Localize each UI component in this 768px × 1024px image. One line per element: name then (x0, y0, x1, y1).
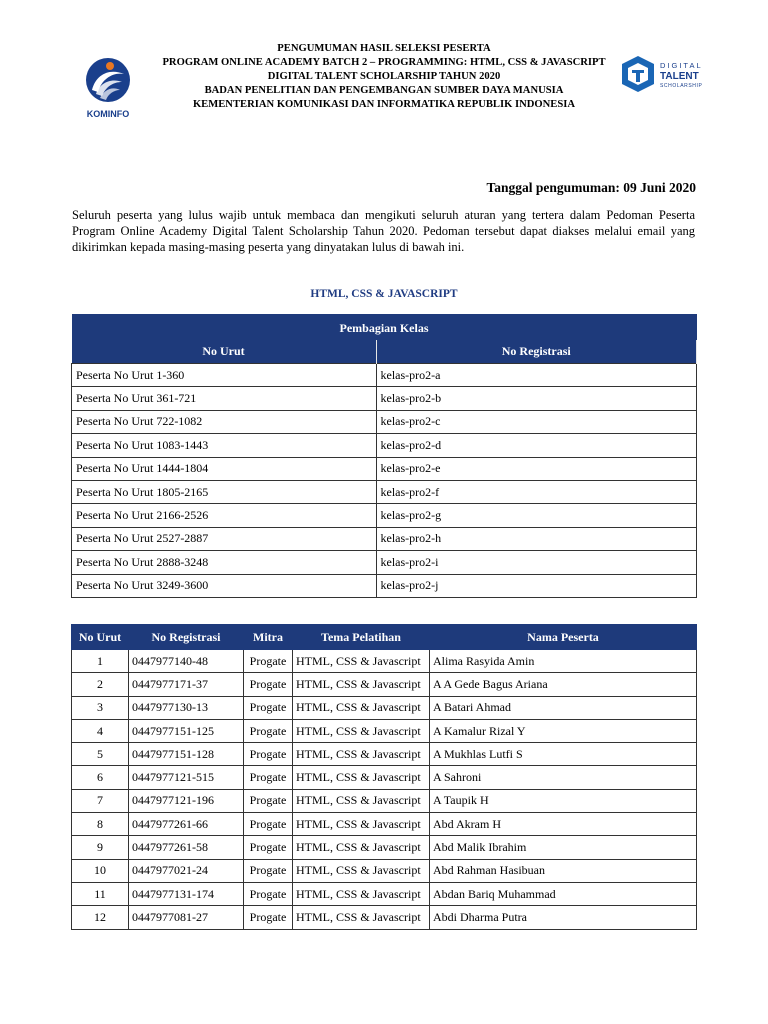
nama-peserta-cell: A Sahroni (430, 766, 697, 789)
no-urut-cell: Peserta No Urut 1805-2165 (72, 480, 377, 503)
table-row (72, 673, 697, 696)
table-row (72, 906, 697, 929)
no-registrasi-cell: kelas-pro2-i (376, 551, 697, 574)
tema-pelatihan-cell: HTML, CSS & Javascript (293, 766, 430, 789)
nama-peserta-cell: Abd Akram H (430, 813, 697, 836)
column-header: No Registrasi (129, 625, 244, 650)
class-division-table (71, 314, 697, 598)
title-line: PENGUMUMAN HASIL SELEKSI PESERTA (277, 43, 491, 54)
nama-peserta-cell: A A Gede Bagus Ariana (430, 673, 697, 696)
column-header: Tema Pelatihan (293, 625, 430, 650)
mitra-cell: Progate (244, 719, 293, 742)
title-line: BADAN PENELITIAN DAN PENGEMBANGAN SUMBER DAYA MANUSIA (204, 85, 564, 96)
tema-pelatihan-cell: HTML, CSS & Javascript (293, 836, 430, 859)
section-title: HTML, CSS & JAVASCRIPT (310, 288, 458, 300)
no-urut-cell: 5 (72, 743, 129, 766)
no-urut-cell: 7 (72, 789, 129, 812)
no-urut-cell: Peserta No Urut 1083-1443 (72, 434, 377, 457)
no-urut-cell: 9 (72, 836, 129, 859)
nama-peserta-cell: A Mukhlas Lutfi S (430, 743, 697, 766)
mitra-cell: Progate (244, 766, 293, 789)
tema-pelatihan-cell: HTML, CSS & Javascript (293, 743, 430, 766)
no-urut-cell: Peserta No Urut 3249-3600 (72, 574, 377, 597)
announcement-title (140, 42, 628, 112)
no-registrasi-cell: 0447977261-66 (129, 813, 244, 836)
tema-pelatihan-cell: HTML, CSS & Javascript (293, 789, 430, 812)
no-registrasi-cell: 0447977081-27 (129, 906, 244, 929)
no-registrasi-cell: kelas-pro2-f (376, 480, 697, 503)
tema-pelatihan-cell: HTML, CSS & Javascript (293, 696, 430, 719)
mitra-cell: Progate (244, 673, 293, 696)
column-header: Mitra (244, 625, 293, 650)
nama-peserta-cell: Abdi Dharma Putra (430, 906, 697, 929)
tema-pelatihan-cell: HTML, CSS & Javascript (293, 906, 430, 929)
no-urut-cell: 8 (72, 813, 129, 836)
no-urut-cell: Peserta No Urut 2888-3248 (72, 551, 377, 574)
no-urut-cell: 4 (72, 719, 129, 742)
table-row (72, 457, 697, 480)
no-urut-cell: 3 (72, 696, 129, 719)
table-row (72, 836, 697, 859)
no-registrasi-cell: 0447977171-37 (129, 673, 244, 696)
table-row (72, 789, 697, 812)
table-row (72, 650, 697, 673)
no-registrasi-cell: kelas-pro2-e (376, 457, 697, 480)
title-line: PROGRAM ONLINE ACADEMY BATCH 2 – PROGRAMMING: HTML, CSS & JAVASCRIPT (162, 57, 606, 68)
class-table-body (72, 364, 697, 598)
no-registrasi-cell: 0447977261-58 (129, 836, 244, 859)
no-urut-cell: Peserta No Urut 361-721 (72, 387, 377, 410)
no-urut-cell: Peserta No Urut 1-360 (72, 364, 377, 387)
no-registrasi-cell: kelas-pro2-h (376, 527, 697, 550)
nama-peserta-cell: Alima Rasyida Amin (430, 650, 697, 673)
kominfo-logo (80, 54, 136, 120)
no-urut-cell: Peserta No Urut 2166-2526 (72, 504, 377, 527)
nama-peserta-cell: Abdan Bariq Muhammad (430, 882, 697, 905)
no-registrasi-cell: 0447977121-515 (129, 766, 244, 789)
nama-peserta-cell: Abd Malik Ibrahim (430, 836, 697, 859)
table-row (72, 387, 697, 410)
tema-pelatihan-cell: HTML, CSS & Javascript (293, 650, 430, 673)
table-row (72, 527, 697, 550)
no-registrasi-cell: kelas-pro2-b (376, 387, 697, 410)
mitra-cell: Progate (244, 882, 293, 905)
table-row (72, 410, 697, 433)
no-urut-cell: Peserta No Urut 2527-2887 (72, 527, 377, 550)
column-header: No Urut (72, 340, 377, 364)
mitra-cell: Progate (244, 859, 293, 882)
no-registrasi-cell: 0447977130-13 (129, 696, 244, 719)
table-row (72, 480, 697, 503)
tema-pelatihan-cell: HTML, CSS & Javascript (293, 859, 430, 882)
no-registrasi-cell: kelas-pro2-c (376, 410, 697, 433)
digital-talent-logo (618, 54, 722, 106)
nama-peserta-cell: A Taupik H (430, 789, 697, 812)
mitra-cell: Progate (244, 650, 293, 673)
no-registrasi-cell: 0447977021-24 (129, 859, 244, 882)
announcement-date: Tanggal pengumuman: 09 Juni 2020 (486, 180, 696, 195)
no-urut-cell: 1 (72, 650, 129, 673)
nama-peserta-cell: A Batari Ahmad (430, 696, 697, 719)
table-row (72, 696, 697, 719)
no-registrasi-cell: 0447977140-48 (129, 650, 244, 673)
table-row (72, 719, 697, 742)
table-row (72, 504, 697, 527)
tema-pelatihan-cell: HTML, CSS & Javascript (293, 882, 430, 905)
mitra-cell: Progate (244, 789, 293, 812)
table-row (72, 364, 697, 387)
mitra-cell: Progate (244, 696, 293, 719)
mitra-cell: Progate (244, 906, 293, 929)
no-urut-cell: 10 (72, 859, 129, 882)
table-row (72, 813, 697, 836)
no-registrasi-cell: kelas-pro2-a (376, 364, 697, 387)
no-urut-cell: 11 (72, 882, 129, 905)
no-registrasi-cell: kelas-pro2-g (376, 504, 697, 527)
tema-pelatihan-cell: HTML, CSS & Javascript (293, 673, 430, 696)
no-registrasi-cell: 0447977121-196 (129, 789, 244, 812)
participant-table-body (72, 650, 697, 930)
table-row (72, 859, 697, 882)
no-registrasi-cell: 0447977131-174 (129, 882, 244, 905)
no-urut-cell: 2 (72, 673, 129, 696)
dts-logo-text-2: TALENT (660, 71, 699, 82)
table-row (72, 766, 697, 789)
tema-pelatihan-cell: HTML, CSS & Javascript (293, 719, 430, 742)
table-row (72, 434, 697, 457)
kominfo-logo-text: KOMINFO (86, 109, 130, 119)
mitra-cell: Progate (244, 813, 293, 836)
no-registrasi-cell: 0447977151-125 (129, 719, 244, 742)
title-line: KEMENTERIAN KOMUNIKASI DAN INFORMATIKA REPUBLIK INDONESIA (192, 99, 576, 110)
no-urut-cell: 12 (72, 906, 129, 929)
intro-paragraph: Seluruh peserta yang lulus wajib untuk membaca dan mengikuti seluruh aturan yang tertera dalam Pedoman Peserta Program Online Academy Digital Talent Scholarship Tahun 2020. Pedoman tersebut dapat diakses melalui email yang dikirimkan kepada masing-masing peserta yang dinyatakan lulus di bawah ini. (72, 208, 695, 255)
table-row (72, 743, 697, 766)
table-row (72, 551, 697, 574)
table-row (72, 574, 697, 597)
no-urut-cell: 6 (72, 766, 129, 789)
mitra-cell: Progate (244, 743, 293, 766)
mitra-cell: Progate (244, 836, 293, 859)
column-header: No Registrasi (376, 340, 697, 364)
column-header: No Urut (72, 625, 129, 650)
no-registrasi-cell: kelas-pro2-d (376, 434, 697, 457)
participant-table (71, 624, 697, 930)
no-urut-cell: Peserta No Urut 1444-1804 (72, 457, 377, 480)
group-header: Pembagian Kelas (72, 314, 697, 340)
nama-peserta-cell: Abd Rahman Hasibuan (430, 859, 697, 882)
table-row (72, 882, 697, 905)
no-urut-cell: Peserta No Urut 722-1082 (72, 410, 377, 433)
document-header (0, 42, 768, 122)
title-line: DIGITAL TALENT SCHOLARSHIP TAHUN 2020 (267, 71, 501, 82)
tema-pelatihan-cell: HTML, CSS & Javascript (293, 813, 430, 836)
dts-logo-text-3: SCHOLARSHIP (660, 83, 703, 89)
no-registrasi-cell: 0447977151-128 (129, 743, 244, 766)
dts-logo-text-1: DIGITAL (660, 61, 703, 70)
no-registrasi-cell: kelas-pro2-j (376, 574, 697, 597)
nama-peserta-cell: A Kamalur Rizal Y (430, 719, 697, 742)
column-header: Nama Peserta (430, 625, 697, 650)
